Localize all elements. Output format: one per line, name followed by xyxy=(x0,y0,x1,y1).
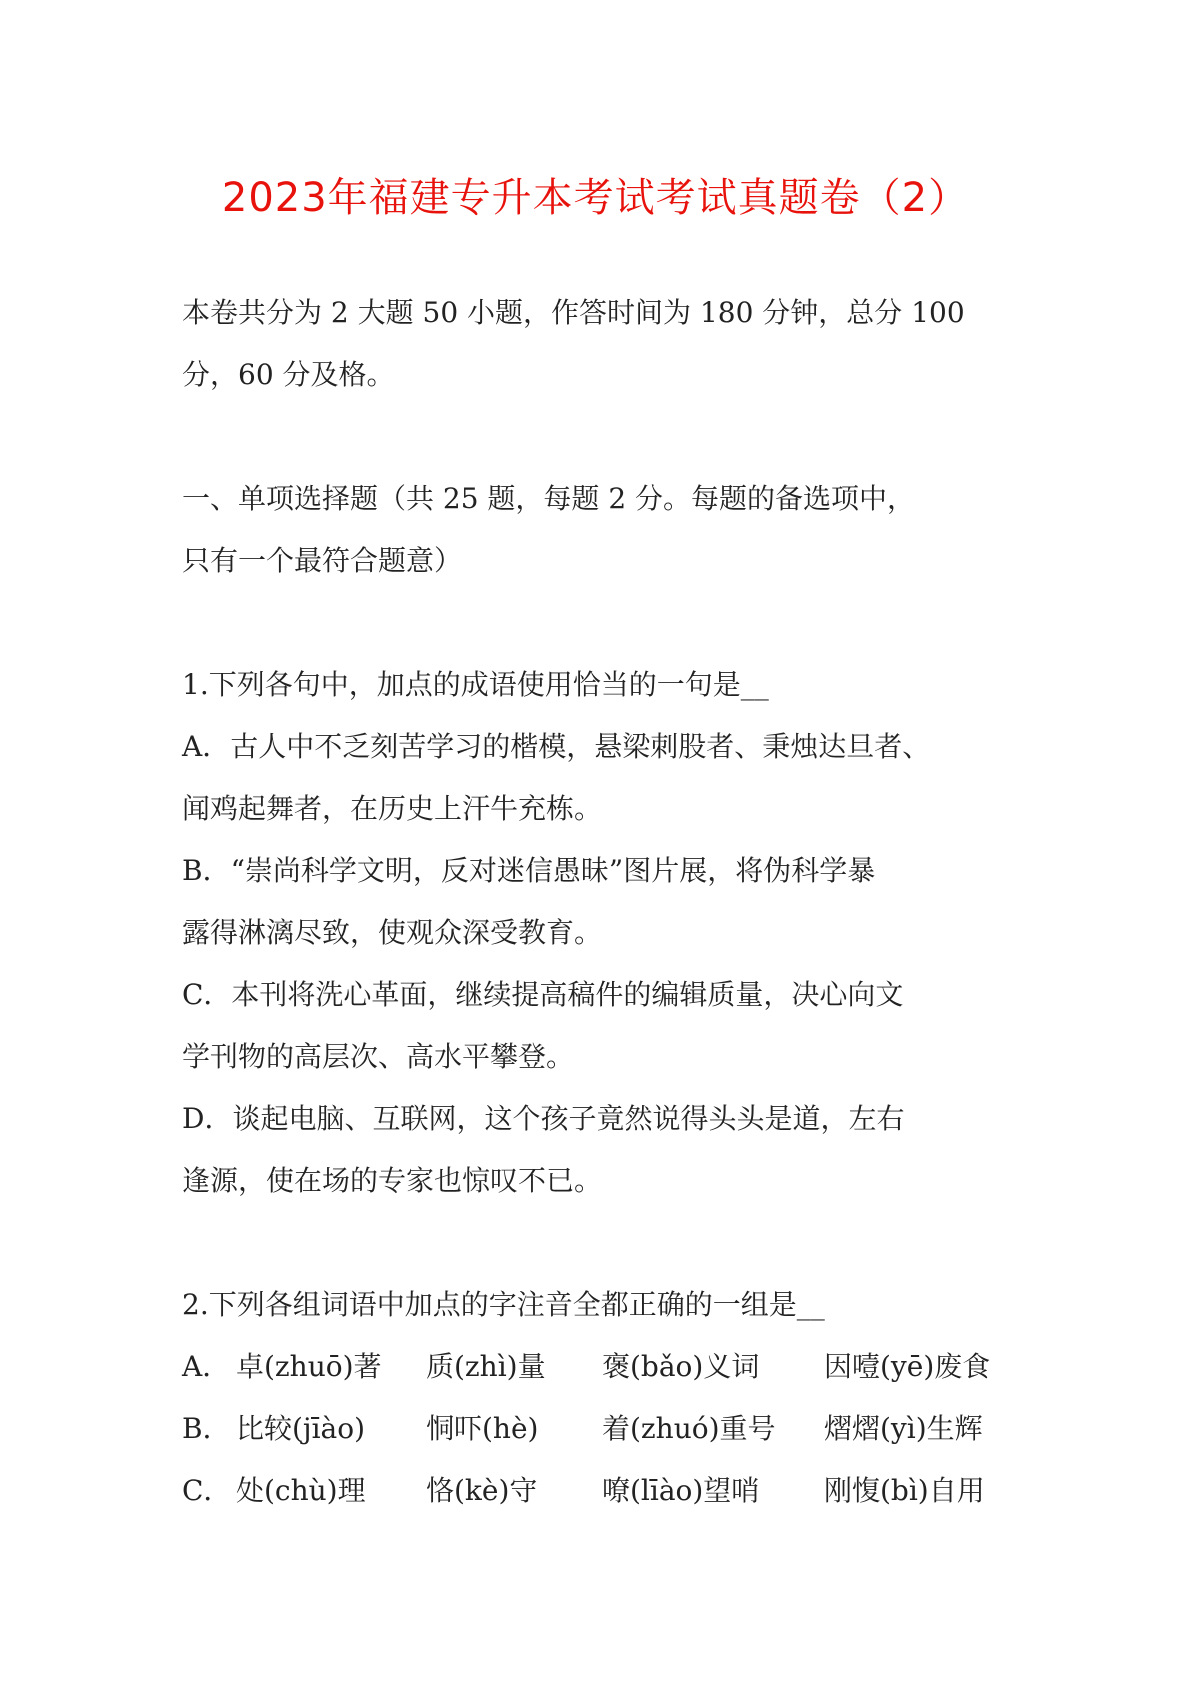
option-item: 着(zhuó)重号 xyxy=(602,1412,776,1445)
section-heading-line: 只有一个最符合题意） xyxy=(182,544,463,577)
option-item: 质(zhì)量 xyxy=(426,1350,546,1383)
intro-line: 分，60 分及格。 xyxy=(182,358,395,391)
option-item: 比较(jīào) xyxy=(236,1412,366,1445)
option-row-c xyxy=(182,1460,1018,1522)
option-item: 嘹(līào)望哨 xyxy=(602,1474,760,1507)
question-stem: 2.下列各组词语中加点的字注音全都正确的一组是__ xyxy=(182,1288,825,1321)
option-item: 恪(kè)守 xyxy=(426,1474,538,1507)
option-line: 学刊物的高层次、高水平攀登。 xyxy=(182,1040,575,1073)
option-line: B．“崇尚科学文明，反对迷信愚昧”图片展，将伪科学暴 xyxy=(182,854,876,887)
intro-paragraph xyxy=(182,282,1018,406)
option-item: 熠熠(yì)生辉 xyxy=(824,1412,983,1445)
option-letter: A． xyxy=(182,1350,231,1383)
option-row-b xyxy=(182,1398,1018,1460)
option-item: 刚愎(bì)自用 xyxy=(824,1474,985,1507)
option-letter: B． xyxy=(182,1412,231,1445)
option-line: C．本刊将洗心革面，继续提高稿件的编辑质量，决心向文 xyxy=(182,978,904,1011)
option-line: A．古人中不乏刻苦学习的楷模，悬梁刺股者、秉烛达旦者、 xyxy=(182,730,931,763)
document-body xyxy=(182,282,1018,1522)
option-line: 露得淋漓尽致，使观众深受教育。 xyxy=(182,916,603,949)
option-row-a xyxy=(182,1336,1018,1398)
option-line: 闻鸡起舞者，在历史上汗牛充栋。 xyxy=(182,792,603,825)
question-1 xyxy=(182,654,1018,1212)
section-heading-line: 一、单项选择题（共 25 题，每题 2 分。每题的备选项中， xyxy=(182,482,916,515)
section-heading xyxy=(182,468,1018,592)
option-item: 恫吓(hè) xyxy=(426,1412,539,1445)
option-letter: C． xyxy=(182,1474,232,1507)
option-item: 处(chù)理 xyxy=(236,1474,366,1507)
option-item: 褒(bǎo)义词 xyxy=(602,1350,760,1383)
option-line: D．谈起电脑、互联网，这个孩子竟然说得头头是道，左右 xyxy=(182,1102,905,1135)
option-line: 逢源，使在场的专家也惊叹不已。 xyxy=(182,1164,603,1197)
option-item: 因噎(yē)废食 xyxy=(824,1350,991,1383)
option-item: 卓(zhuō)著 xyxy=(236,1350,382,1383)
question-stem: 1.下列各句中，加点的成语使用恰当的一句是__ xyxy=(182,668,769,701)
question-2 xyxy=(182,1274,1018,1522)
intro-line: 本卷共分为 2 大题 50 小题，作答时间为 180 分钟，总分 100 xyxy=(182,296,965,329)
page-title: 2023年福建专升本考试考试真题卷（2） xyxy=(221,175,970,221)
